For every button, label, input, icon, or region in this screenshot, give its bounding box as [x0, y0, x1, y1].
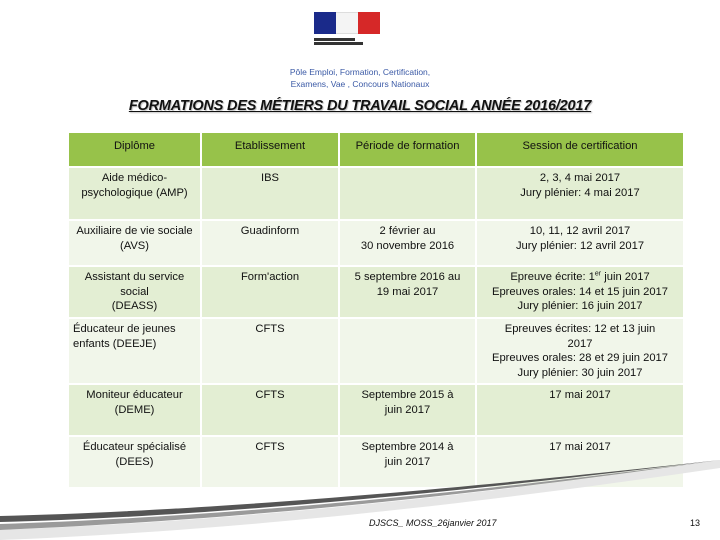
cell-diplome: Éducateur spécialisé (DEES)	[68, 436, 201, 488]
flag-white-band	[336, 12, 358, 34]
cell-periode	[339, 167, 476, 220]
cell-diplome: Assistant du service social (DEASS)	[68, 266, 201, 318]
footer-reference: DJSCS_ MOSS_26janvier 2017	[369, 518, 497, 528]
cell-session: 2, 3, 4 mai 2017 Jury plénier: 4 mai 2017	[476, 167, 684, 220]
column-header-diplome: Diplôme	[68, 132, 201, 167]
cell-session: Epreuves écrites: 12 et 13 juin 2017 Epreuves orales: 28 et 29 juin 2017 Jury plénier: 30 juin 2017	[476, 318, 684, 384]
cell-diplome: Moniteur éducateur (DEME)	[68, 384, 201, 436]
table-row	[68, 266, 684, 318]
cell-etablissement: IBS	[201, 167, 339, 220]
column-header-periode: Période de formation	[339, 132, 476, 167]
table-row	[68, 220, 684, 266]
cell-periode: Septembre 2015 à juin 2017	[339, 384, 476, 436]
cell-session: 10, 11, 12 avril 2017 Jury plénier: 12 avril 2017	[476, 220, 684, 266]
decorative-swoosh	[0, 460, 720, 540]
flag-blue-band	[314, 12, 336, 34]
column-header-session: Session de certification	[476, 132, 684, 167]
cell-session: 17 mai 2017	[476, 436, 684, 488]
logo-motto	[314, 37, 384, 51]
cell-diplome: Aide médico- psychologique (AMP)	[68, 167, 201, 220]
cell-etablissement: CFTS	[201, 318, 339, 384]
formations-table	[67, 131, 685, 489]
table-row	[68, 384, 684, 436]
cell-periode: 5 septembre 2016 au 19 mai 2017	[339, 266, 476, 318]
cell-session: 17 mai 2017	[476, 384, 684, 436]
cell-periode: Septembre 2014 à juin 2017	[339, 436, 476, 488]
cell-etablissement: Form'action	[201, 266, 339, 318]
epreuve-ecrite-line: Epreuve écrite: 1er juin 2017	[510, 270, 650, 283]
cell-periode: 2 février au 30 novembre 2016	[339, 220, 476, 266]
republique-francaise-logo	[314, 12, 384, 52]
page-number: 13	[690, 518, 701, 528]
column-header-etablissement: Etablissement	[201, 132, 339, 167]
page-title: FORMATIONS DES MÉTIERS DU TRAVAIL SOCIAL ANNÉE 2016/2017	[128, 98, 592, 114]
cell-etablissement: Guadinform	[201, 220, 339, 266]
cell-session: Epreuve écrite: 1er juin 2017 Epreuves orales: 14 et 15 juin 2017 Jury plénier: 16 juin 2017	[476, 266, 684, 318]
flag-red-band	[358, 12, 380, 34]
cell-diplome: Auxiliaire de vie sociale (AVS)	[68, 220, 201, 266]
cell-etablissement: CFTS	[201, 436, 339, 488]
cell-etablissement: CFTS	[201, 384, 339, 436]
cell-periode	[339, 318, 476, 384]
cell-diplome: Éducateur de jeunes enfants (DEEJE)	[68, 318, 201, 384]
table-row	[68, 167, 684, 220]
table-header-row	[68, 132, 684, 167]
table-row	[68, 318, 684, 384]
department-subheader: Pôle Emploi, Formation, Certification, Examens, Vae , Concours Nationaux	[289, 67, 431, 89]
